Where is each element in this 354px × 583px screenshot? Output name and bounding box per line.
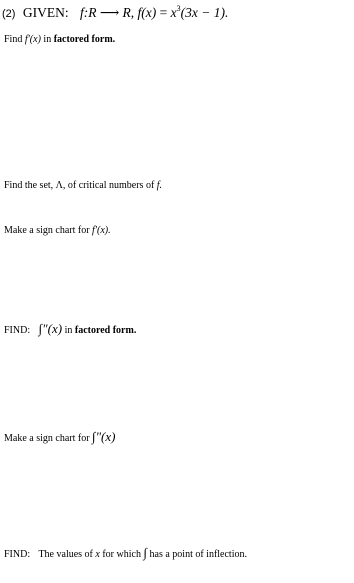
question-sign-chart-first [4,225,111,236]
q2-function: f. [156,180,163,191]
q3-text: Make a sign chart for [4,225,90,236]
q4-mid: in [64,325,73,336]
function-base: x [170,5,177,20]
question-derivative-factored [4,34,115,45]
problem-number: (2) [2,8,16,20]
given-label: GIVEN: [22,5,69,20]
question-sign-chart-second [4,429,115,445]
q6-text1: The values of [38,549,93,560]
q1-bold: factored form. [53,34,116,45]
function-factor: (3x − 1). [180,5,229,20]
q6-text2: for which [102,549,141,560]
q1-prefix: Find [4,34,23,45]
problem-header [2,4,228,21]
q4-label: FIND: [4,325,31,336]
question-inflection-points [4,545,247,561]
question-second-derivative-factored [4,321,136,337]
q6-function: ∫ [143,545,148,560]
q5-function: ∫"(x) [92,429,116,444]
function-lhs: f(x) [137,5,157,20]
q3-function: f′(x). [92,225,111,236]
q6-label: FIND: [4,549,31,560]
q4-function: ∫"(x) [38,321,63,336]
q5-text: Make a sign chart for [4,433,90,444]
q1-function: f′(x) [24,34,41,45]
question-critical-numbers [4,180,162,191]
function-exponent: 3 [176,4,181,13]
q1-mid: in [43,34,52,45]
q6-text3: has a point of inflection. [149,549,247,560]
function-mapping: f:R ⟶ R, [79,5,135,20]
function-equals: = [159,5,168,20]
q2-text: Find the set, Λ, of critical numbers of [4,180,155,191]
q4-bold: factored form. [74,325,137,336]
q6-variable: x [95,549,100,560]
